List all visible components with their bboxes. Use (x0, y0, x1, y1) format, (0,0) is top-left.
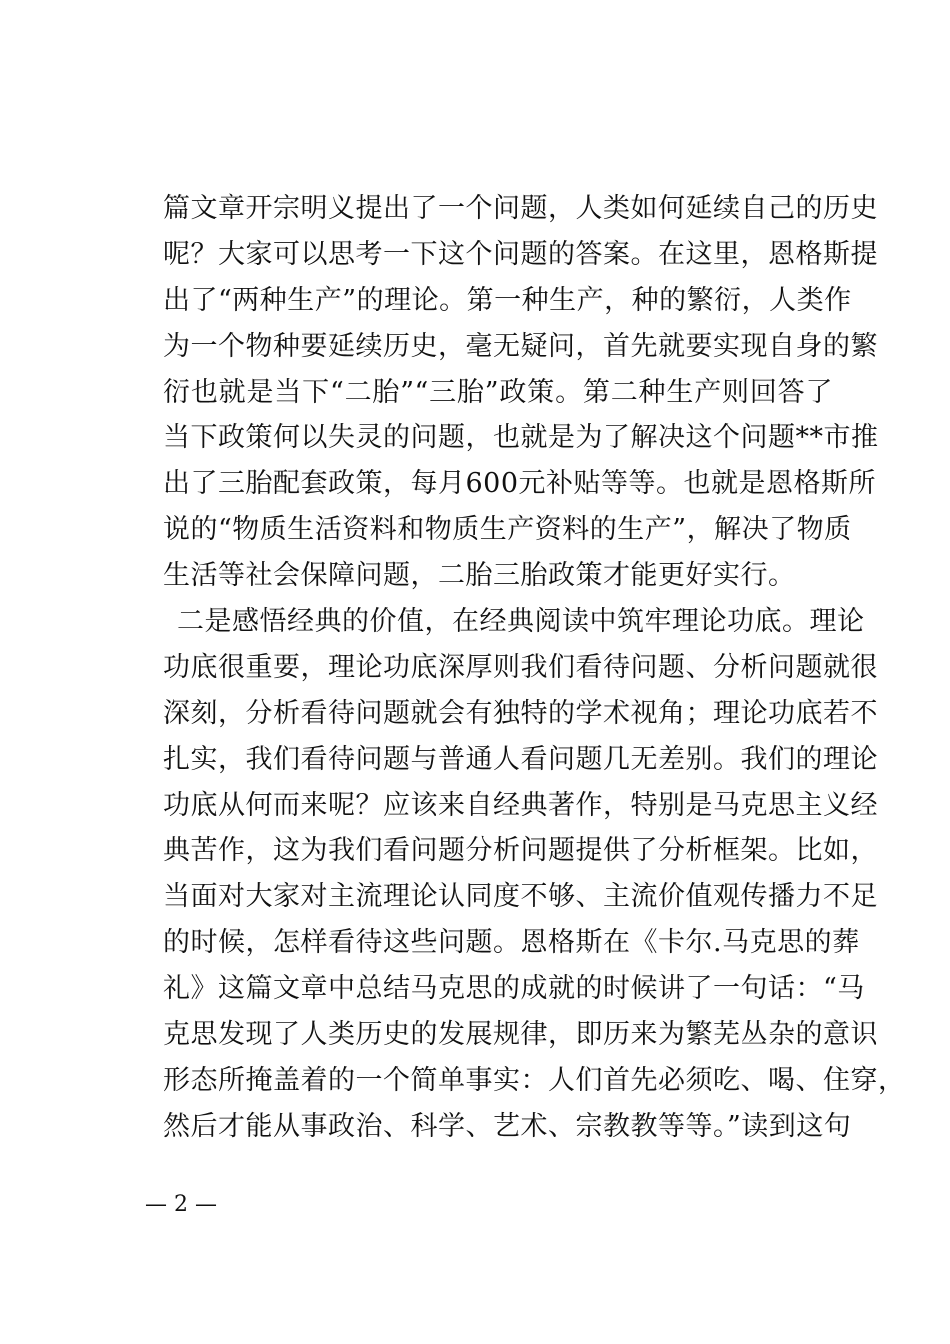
page-number: — 2 — (145, 1192, 217, 1217)
text-line: 功底从何而来呢？应该来自经典著作，特别是马克思主义经 (163, 789, 878, 821)
body-text (163, 186, 906, 1150)
text-line: 功底很重要，理论功底深厚则我们看待问题、分析问题就很 (163, 651, 878, 683)
paragraph-heading-line: 二是感悟经典的价值，在经典阅读中筑牢理论功底。理论 (177, 606, 865, 638)
text-line: 为一个物种要延续历史，毫无疑问，首先就要实现自身的繁 (163, 330, 878, 362)
text-line: 呢？大家可以思考一下这个问题的答案。在这里，恩格斯提 (163, 238, 878, 270)
text-line: 当面对大家对主流理论认同度不够、主流价值观传播力不足 (163, 881, 878, 913)
text-line: 克思发现了人类历史的发展规律，即历来为繁芜丛杂的意识 (163, 1019, 878, 1051)
text-line: 然后才能从事政治、科学、艺术、宗教教等等。”读到这句 (163, 1110, 852, 1142)
text-line: 深刻，分析看待问题就会有独特的学术视角；理论功底若不 (163, 697, 878, 729)
text-line: 礼》这篇文章中总结马克思的成就的时候讲了一句话：“马 (163, 973, 865, 1005)
text-line: 典苦作，这为我们看问题分析问题提供了分析框架。比如， (163, 835, 878, 867)
text-line: 说的“物质生活资料和物质生产资料的生产”，解决了物质 (163, 514, 852, 546)
text-line: 形态所掩盖着的一个简单事实：人们首先必须吃、喝、住穿， (163, 1064, 906, 1096)
text-line: 衍也就是当下“二胎”“三胎”政策。第二种生产则回答了 (163, 376, 833, 408)
text-line: 出了“两种生产”的理论。第一种生产，种的繁衍，人类作 (163, 284, 852, 316)
text-line: 扎实，我们看待问题与普通人看问题几无差别。我们的理论 (163, 743, 878, 775)
text-line: 篇文章开宗明义提出了一个问题，人类如何延续自己的历史 (163, 193, 878, 224)
text-line: 的时候，怎样看待这些问题。恩格斯在《卡尔.马克思的葬 (163, 927, 860, 959)
text-line: 生活等社会保障问题，二胎三胎政策才能更好实行。 (163, 560, 796, 592)
text-line: 当下政策何以失灵的问题，也就是为了解决这个问题**市推 (163, 422, 879, 454)
text-line: 出了三胎配套政策，每月600元补贴等等。也就是恩格斯所 (163, 468, 877, 500)
